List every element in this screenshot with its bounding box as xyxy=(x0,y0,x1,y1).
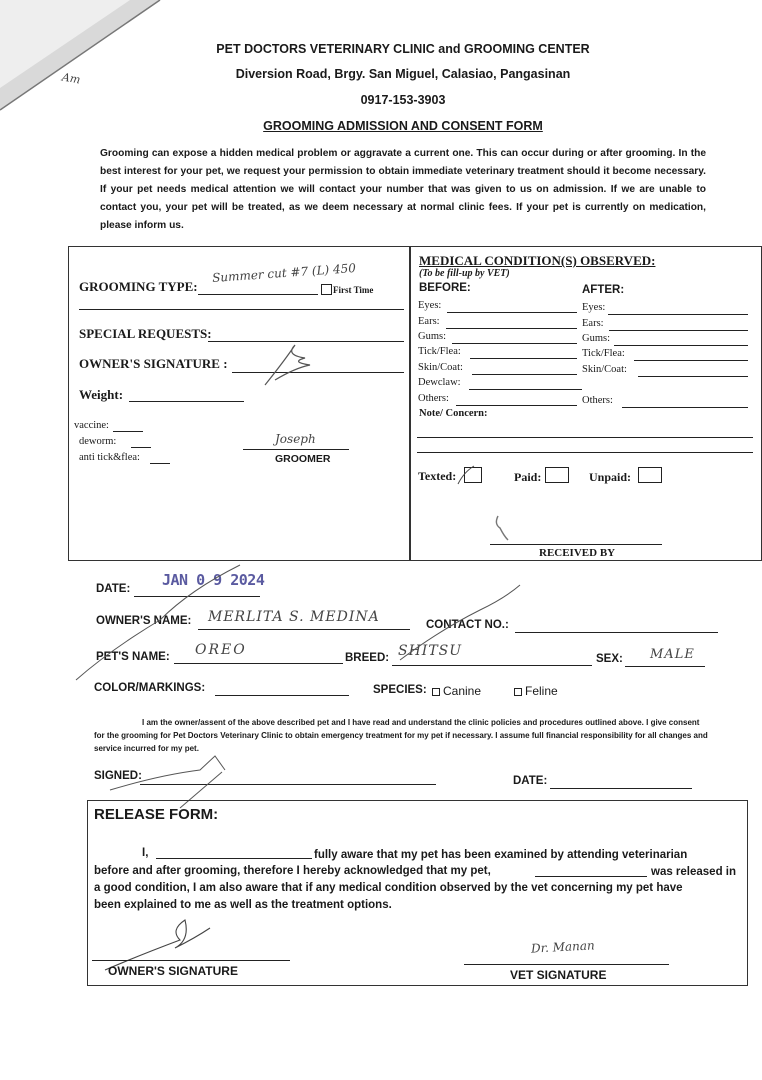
first-time-checkbox[interactable] xyxy=(321,284,332,295)
before-field-label: Dewclaw: xyxy=(418,377,461,388)
after-field-line[interactable] xyxy=(614,345,748,346)
before-field-label: Gums: xyxy=(418,331,447,342)
clinic-name: PET DOCTORS VETERINARY CLINIC and GROOMING CENTER xyxy=(216,42,590,56)
vaccine-label: vaccine: xyxy=(74,420,109,431)
after-field-line[interactable] xyxy=(622,407,748,408)
owner-signature-release-label: OWNER'S SIGNATURE xyxy=(108,964,238,978)
after-field-line[interactable] xyxy=(609,330,748,331)
after-field-label: Skin/Coat: xyxy=(582,364,627,375)
release-text-5: been explained to me as well as the treatment options. xyxy=(94,899,392,911)
before-field-line[interactable] xyxy=(470,358,577,359)
owner-signature-label: OWNER'S SIGNATURE : xyxy=(79,356,228,371)
texted-label: Texted: xyxy=(418,469,457,483)
clinic-phone: 0917-153-3903 xyxy=(360,93,446,107)
before-field-line[interactable] xyxy=(469,389,582,390)
canine-label: Canine xyxy=(443,684,482,698)
date-label: DATE: xyxy=(96,583,131,595)
before-field-line[interactable] xyxy=(456,405,577,406)
after-label: AFTER: xyxy=(582,284,625,296)
medical-subtitle: (To be fill-up by VET) xyxy=(419,268,510,279)
after-field-label: Tick/Flea: xyxy=(582,348,625,359)
deworm-label: deworm: xyxy=(79,436,117,447)
after-field-line[interactable] xyxy=(608,314,748,315)
color-markings-label: COLOR/MARKINGS: xyxy=(94,682,206,694)
vet-signature-name: Dr. Manan xyxy=(530,938,596,956)
groomer-name: Joseph xyxy=(275,432,316,446)
margin-note: Am xyxy=(61,70,82,87)
species-label: SPECIES: xyxy=(373,684,427,696)
owner-signature-scribble xyxy=(255,340,335,390)
release-text-2: before and after grooming, therefore I hereby acknowledged that my pet, xyxy=(94,865,491,877)
unpaid-label: Unpaid: xyxy=(589,470,632,484)
breed-label: BREED: xyxy=(345,652,390,664)
grooming-type-label: GROOMING TYPE: xyxy=(79,279,198,294)
after-field-label: Others: xyxy=(582,395,613,406)
before-field-label: Eyes: xyxy=(418,300,442,311)
canine-checkbox[interactable] xyxy=(432,688,440,696)
after-field-label: Ears: xyxy=(582,318,604,329)
special-requests-label: SPECIAL REQUESTS: xyxy=(79,326,212,341)
before-field-label: Tick/Flea: xyxy=(418,346,461,357)
after-field-line[interactable] xyxy=(634,360,748,361)
before-field-label: Ears: xyxy=(418,316,440,327)
signed-label: SIGNED: xyxy=(94,770,142,782)
feline-checkbox[interactable] xyxy=(514,688,522,696)
groomer-label: GROOMER xyxy=(275,453,331,465)
release-text-3: was released in xyxy=(651,866,737,878)
sex-value: MALE xyxy=(650,647,695,662)
sex-label: SEX: xyxy=(596,653,623,665)
date2-label: DATE: xyxy=(513,775,548,787)
after-field-label: Gums: xyxy=(582,333,611,344)
texted-check-stroke xyxy=(456,466,476,486)
paid-label: Paid: xyxy=(514,470,542,484)
before-label: BEFORE: xyxy=(419,282,471,294)
paid-checkbox[interactable] xyxy=(545,467,569,483)
release-text-4: a good condition, I am also aware that if any medical condition observed by the vet concerning my pet have xyxy=(94,882,683,894)
anti-tick-label: anti tick&flea: xyxy=(79,452,140,463)
feline-label: Feline xyxy=(525,684,558,698)
grooming-type-value: Summer cut #7 (L) 450 xyxy=(211,260,357,286)
before-field-line[interactable] xyxy=(447,312,577,313)
unpaid-checkbox[interactable] xyxy=(638,467,662,483)
release-title: RELEASE FORM: xyxy=(94,806,219,823)
vet-signature-label: VET SIGNATURE xyxy=(510,968,607,982)
form-title: GROOMING ADMISSION AND CONSENT FORM xyxy=(263,119,543,133)
box-divider xyxy=(409,246,411,560)
medical-title: MEDICAL CONDITION(S) OBSERVED: xyxy=(419,253,656,268)
owner-name-label: OWNER'S NAME: xyxy=(96,615,192,627)
after-field-label: Eyes: xyxy=(582,302,606,313)
pet-name-value: OREO xyxy=(195,642,247,658)
first-time-label: First Time xyxy=(333,285,374,295)
before-field-label: Others: xyxy=(418,393,449,404)
release-text-1: fully aware that my pet has been examined by attending veterinarian xyxy=(314,849,688,861)
weight-label: Weight: xyxy=(79,387,124,402)
received-by-label: RECEIVED BY xyxy=(539,547,616,559)
owner-name-value: MERLITA S. MEDINA xyxy=(208,609,380,625)
date-stamp: JAN 0 9 2024 xyxy=(162,571,265,589)
before-field-label: Skin/Coat: xyxy=(418,362,463,373)
clinic-address: Diversion Road, Brgy. San Miguel, Calasiao, Pangasinan xyxy=(235,67,571,81)
release-i: I, xyxy=(142,847,149,859)
pet-name-label: PET'S NAME: xyxy=(96,651,170,663)
before-field-line[interactable] xyxy=(446,328,577,329)
contact-label: CONTACT NO.: xyxy=(426,619,509,631)
before-field-line[interactable] xyxy=(452,343,577,344)
received-by-scribble xyxy=(490,514,520,544)
consent-paragraph: I am the owner/assent of the above described pet and I have read and understand the clinic policies and procedures outlined above. I give consent for the grooming for Pet Doctors Veterinary Clinic to obtain emergency treatment for my pet if necessary. I assume full financial responsibility for all changes and service incurred for my pet. xyxy=(94,718,708,753)
note-concern-label: Note/ Concern: xyxy=(419,408,488,419)
after-field-line[interactable] xyxy=(638,376,748,377)
breed-value: SHITSU xyxy=(398,643,463,659)
before-field-line[interactable] xyxy=(472,374,577,375)
intro-paragraph: Grooming can expose a hidden medical problem or aggravate a current one. This can occur during or after grooming. In the best interest for your pet, we request your permission to obtain immediate veterinary treatment should it become necessary. If your pet needs medical attention we will contact your number that was given to us on admission. If we are unable to contact you, your pet will be treated, as we deem necessary at normal clinic fees. If your pet is currently on medication, please inform us. xyxy=(100,148,706,231)
